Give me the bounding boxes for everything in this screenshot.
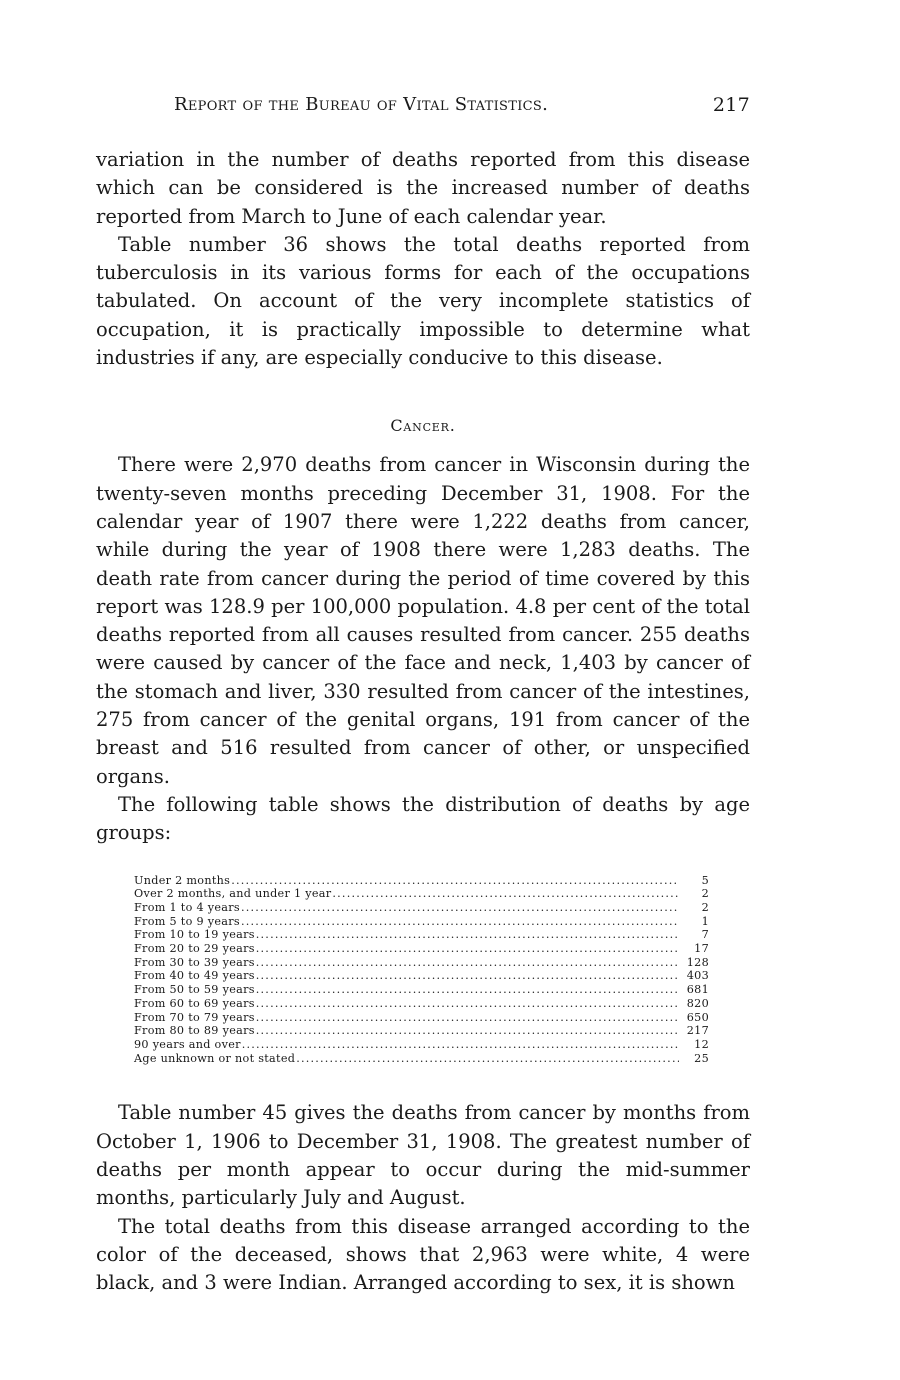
death-count: 403 bbox=[686, 969, 709, 983]
death-count: 820 bbox=[686, 996, 709, 1010]
age-group-label: From 60 to 69 years bbox=[134, 996, 255, 1010]
age-group-label: From 30 to 39 years bbox=[134, 955, 255, 969]
table-row bbox=[134, 956, 709, 970]
table-row bbox=[134, 1024, 709, 1038]
age-group-label: From 20 to 29 years bbox=[134, 942, 255, 956]
death-count: 1 bbox=[701, 914, 709, 928]
table-row bbox=[134, 928, 709, 942]
table-row bbox=[134, 901, 709, 915]
death-count: 7 bbox=[701, 928, 709, 942]
dot-leader bbox=[256, 1011, 679, 1025]
death-count: 25 bbox=[694, 1051, 709, 1065]
table-row bbox=[134, 1052, 709, 1066]
paragraph-table-intro: The following table shows the distribution of deaths by age groups: bbox=[96, 792, 750, 845]
dot-leader bbox=[241, 915, 679, 929]
age-group-label: From 40 to 49 years bbox=[134, 969, 255, 983]
table-row bbox=[134, 942, 709, 956]
table-row bbox=[134, 887, 709, 901]
dot-leader bbox=[241, 901, 679, 915]
table-row bbox=[134, 874, 709, 888]
death-count: 5 bbox=[701, 873, 709, 887]
death-count: 650 bbox=[686, 1010, 709, 1024]
age-group-label: Under 2 months bbox=[134, 873, 231, 887]
table-row bbox=[134, 1011, 709, 1025]
death-count: 12 bbox=[694, 1037, 709, 1051]
death-count: 217 bbox=[686, 1024, 709, 1038]
age-group-label: 90 years and over bbox=[134, 1037, 241, 1051]
dot-leader bbox=[242, 1038, 679, 1052]
death-count: 681 bbox=[686, 983, 709, 997]
dot-leader bbox=[256, 997, 679, 1011]
dot-leader bbox=[256, 969, 679, 983]
page-number: 217 bbox=[712, 94, 750, 116]
table-row bbox=[134, 997, 709, 1011]
age-group-label: From 5 to 9 years bbox=[134, 914, 240, 928]
paragraph-continuation: variation in the number of deaths reported from this disease which can be considered is the increased number of deaths reported from March to June of each calendar year. bbox=[96, 148, 750, 228]
age-group-label: From 1 to 4 years bbox=[134, 900, 240, 914]
dot-leader bbox=[256, 942, 679, 956]
age-group-label: From 10 to 19 years bbox=[134, 928, 255, 942]
death-count: 2 bbox=[701, 887, 709, 901]
paragraph-deaths-by-month: Table number 45 gives the deaths from cancer by months from October 1, 1906 to December 31, 1908. The greatest number of deaths per month appear to occur during the mid-summer months, particularly July and August. bbox=[96, 1101, 750, 1210]
dot-leader bbox=[256, 983, 679, 997]
running-header bbox=[96, 88, 750, 122]
death-count: 17 bbox=[694, 942, 709, 956]
death-count: 2 bbox=[701, 900, 709, 914]
age-group-label: From 50 to 59 years bbox=[134, 983, 255, 997]
paragraph-color-and-sex: The total deaths from this disease arranged according to the color of the deceased, shows that 2,963 were white, 4 were black, and 3 were Indian. Arranged according to sex, it is shown bbox=[96, 1214, 750, 1295]
age-group-label: Age unknown or not stated bbox=[134, 1051, 296, 1065]
table-row bbox=[134, 983, 709, 997]
age-group-label: From 70 to 79 years bbox=[134, 1010, 255, 1024]
table-row bbox=[134, 915, 709, 929]
table-row bbox=[134, 1038, 709, 1052]
death-count: 128 bbox=[686, 955, 709, 969]
document-page bbox=[96, 88, 750, 1297]
section-heading-cancer: Cancer. bbox=[390, 416, 456, 436]
dot-leader bbox=[332, 887, 679, 901]
dot-leader bbox=[256, 1024, 679, 1038]
age-group-label: Over 2 months, and under 1 year bbox=[134, 887, 332, 901]
dot-leader bbox=[256, 956, 679, 970]
paragraph-tuberculosis-occupations: Table number 36 shows the total deaths reported from tuberculosis in its various forms for each of the occupations tabulated. On account of the very incomplete statistics of occupation, it is practically impossible to determine what industries if any, are especially conducive to this disease. bbox=[96, 232, 750, 370]
dot-leader bbox=[296, 1052, 679, 1066]
paragraph-cancer-summary: There were 2,970 deaths from cancer in Wisconsin during the twenty-seven months preceding December 31, 1908. For the calendar year of 1907 there were 1,222 deaths from cancer, while during the year of 1908 there were 1,283 deaths. The death rate from cancer during the period of time covered by this report was 128.9 per 100,000 population. 4.8 per cent of the total deaths reported from all causes resulted from cancer. 255 deaths were caused by cancer of the face and neck, 1,403 by cancer of the stomach and liver, 330 resulted from cancer of the intestines, 275 from cancer of the genital organs, 191 from cancer of the breast and 516 resulted from cancer of other, or unspecified organs. bbox=[96, 453, 750, 788]
dot-leader bbox=[256, 928, 679, 942]
dot-leader bbox=[231, 874, 679, 888]
running-title: Report of the Bureau of Vital Statistics. bbox=[174, 94, 549, 115]
age-group-label: From 80 to 89 years bbox=[134, 1024, 255, 1038]
age-distribution-table bbox=[134, 874, 709, 1066]
table-row bbox=[134, 969, 709, 983]
